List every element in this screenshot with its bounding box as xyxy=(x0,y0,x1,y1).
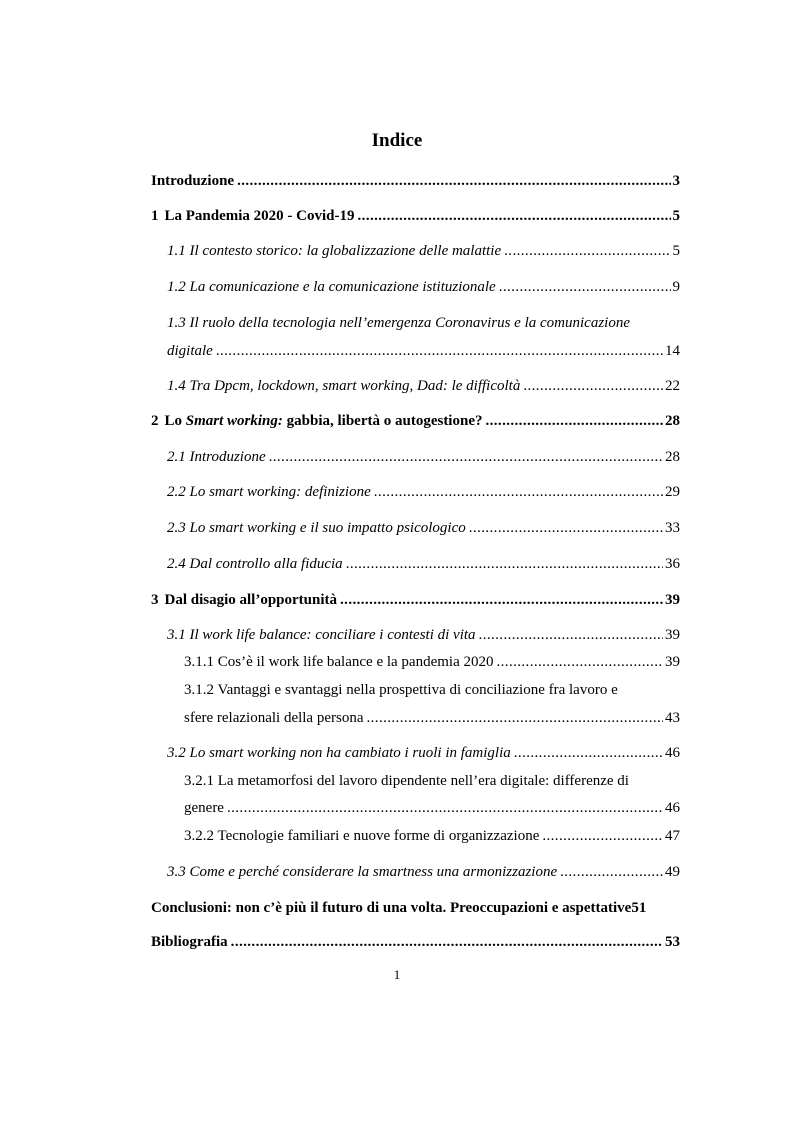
toc-page-number: 3 xyxy=(672,173,680,189)
toc-page-number: 39 xyxy=(665,654,680,670)
leader-dots xyxy=(514,742,663,764)
chapter-number: 1 xyxy=(151,208,159,224)
toc-entry-label: Conclusioni: non c’è più il futuro di una volta. Preoccupazioni e aspettative xyxy=(151,900,632,916)
toc-page-number: 5 xyxy=(672,243,680,259)
toc-entry-3-1-2-line1[interactable]: 3.1.2 Vantaggi e svantaggi nella prospettiva di conciliazione fra lavoro e xyxy=(184,682,618,698)
toc-page-number: 36 xyxy=(665,556,680,572)
toc-entry-3-2[interactable] xyxy=(167,742,680,764)
leader-dots xyxy=(231,931,663,953)
page-footer-number: 1 xyxy=(393,967,401,982)
toc-entry-label: 1.2 La comunicazione e la comunicazione istituzionale xyxy=(167,279,496,295)
leader-dots xyxy=(367,707,664,729)
leader-dots xyxy=(469,517,663,539)
toc-entry-3-1-1[interactable] xyxy=(184,651,680,673)
toc-entry-1-2[interactable] xyxy=(167,276,680,298)
toc-page-number: 28 xyxy=(665,413,680,429)
toc-page-number: 28 xyxy=(665,449,680,465)
toc-entry-label: 2.1 Introduzione xyxy=(167,449,266,465)
toc-page-number: 46 xyxy=(665,745,680,761)
toc-page-number: 9 xyxy=(672,279,680,295)
toc-entry-label: 1.4 Tra Dpcm, lockdown, smart working, Dad: le difficoltà xyxy=(167,378,521,394)
toc-entry-label: genere xyxy=(184,800,224,816)
toc-entry-label: 2.4 Dal controllo alla fiducia xyxy=(167,556,343,572)
leader-dots xyxy=(542,825,663,847)
toc-page-number: 33 xyxy=(665,520,680,536)
toc-page-number: 47 xyxy=(665,828,680,844)
leader-dots xyxy=(346,553,663,575)
leader-dots xyxy=(374,481,663,503)
leader-dots xyxy=(479,624,663,646)
leader-dots xyxy=(340,589,663,611)
leader-dots xyxy=(523,375,663,397)
toc-entry-label: Dal disagio all’opportunità xyxy=(164,592,338,608)
toc-entry-3-2-1[interactable] xyxy=(184,797,680,819)
toc-entry-2-3[interactable] xyxy=(167,517,680,539)
toc-entry-2-2[interactable] xyxy=(167,481,680,503)
toc-entry-2-4[interactable] xyxy=(167,553,680,575)
page-title: Indice xyxy=(371,130,423,151)
toc-entry-label: Bibliografia xyxy=(151,934,228,950)
leader-dots xyxy=(504,240,670,262)
toc-entry-label: 3.2 Lo smart working non ha cambiato i ruoli in famiglia xyxy=(167,745,511,761)
toc-page-number: 43 xyxy=(665,710,680,726)
toc-entry-1-4[interactable] xyxy=(167,375,680,397)
toc-page-number: 29 xyxy=(665,484,680,500)
toc-page-number: 53 xyxy=(665,934,680,950)
toc-page-number: 22 xyxy=(665,378,680,394)
toc-entry-label: sfere relazionali della persona xyxy=(184,710,364,726)
leader-dots xyxy=(227,797,663,819)
toc-entry-chapter-3[interactable] xyxy=(151,589,680,611)
toc-entry-conclusioni[interactable] xyxy=(151,897,680,919)
toc-page-number: 5 xyxy=(672,208,680,224)
toc-entry-label: 3.1.1 Cos’è il work life balance e la pandemia 2020 xyxy=(184,654,494,670)
toc-entry-label: digitale xyxy=(167,343,213,359)
toc-entry-introduzione[interactable] xyxy=(151,170,680,192)
toc-entry-label xyxy=(165,410,483,432)
toc-entry-label: Introduzione xyxy=(151,173,235,189)
toc-entry-3-1-2[interactable] xyxy=(184,707,680,729)
label-suffix: gabbia, libertà o autogestione? xyxy=(282,413,483,429)
toc-entry-2-1[interactable] xyxy=(167,446,680,468)
leader-dots xyxy=(497,651,664,673)
toc-entry-3-2-2[interactable] xyxy=(184,825,680,847)
toc-entry-chapter-1[interactable] xyxy=(151,205,680,227)
toc-entry-label: 3.3 Come e perché considerare la smartness una armonizzazione xyxy=(167,864,558,880)
toc-entry-label: La Pandemia 2020 - Covid-19 xyxy=(164,208,355,224)
toc-page-number: 39 xyxy=(665,592,680,608)
leader-dots xyxy=(216,340,663,362)
toc-entry-label: 2.3 Lo smart working e il suo impatto psicologico xyxy=(167,520,466,536)
chapter-number: 3 xyxy=(151,592,159,608)
toc-entry-bibliografia[interactable] xyxy=(151,931,680,953)
toc-entry-1-1[interactable] xyxy=(167,240,680,262)
leader-dots xyxy=(499,276,671,298)
leader-dots xyxy=(560,861,663,883)
leader-dots xyxy=(485,410,663,432)
toc-page-number: 49 xyxy=(665,864,680,880)
toc-entry-label: 2.2 Lo smart working: definizione xyxy=(167,484,371,500)
toc-entry-label: 1.1 Il contesto storico: la globalizzazione delle malattie xyxy=(167,243,502,259)
toc-page-number: 39 xyxy=(665,627,680,643)
label-prefix: Lo xyxy=(164,413,186,429)
toc-entry-3-3[interactable] xyxy=(167,861,680,883)
toc-entry-label: 3.2.2 Tecnologie familiari e nuove forme di organizzazione xyxy=(184,828,540,844)
leader-dots xyxy=(237,170,670,192)
toc-entry-1-3[interactable] xyxy=(167,340,680,362)
label-emphasis: Smart working: xyxy=(185,413,283,429)
toc-entry-3-2-1-line1[interactable]: 3.2.1 La metamorfosi del lavoro dipendente nell’era digitale: differenze di xyxy=(184,773,629,789)
toc-entry-chapter-2[interactable] xyxy=(151,410,680,432)
leader-dots xyxy=(269,446,663,468)
chapter-number: 2 xyxy=(151,413,159,429)
toc-page-number: 14 xyxy=(665,343,680,359)
toc-entry-3-1[interactable] xyxy=(167,624,680,646)
toc-page-number: 51 xyxy=(631,900,647,916)
toc-entry-label: 3.1 Il work life balance: conciliare i contesti di vita xyxy=(167,627,476,643)
toc-entry-1-3-line1[interactable]: 1.3 Il ruolo della tecnologia nell’emergenza Coronavirus e la comunicazione xyxy=(167,315,630,331)
leader-dots xyxy=(358,205,671,227)
toc-page-number: 46 xyxy=(665,800,680,816)
